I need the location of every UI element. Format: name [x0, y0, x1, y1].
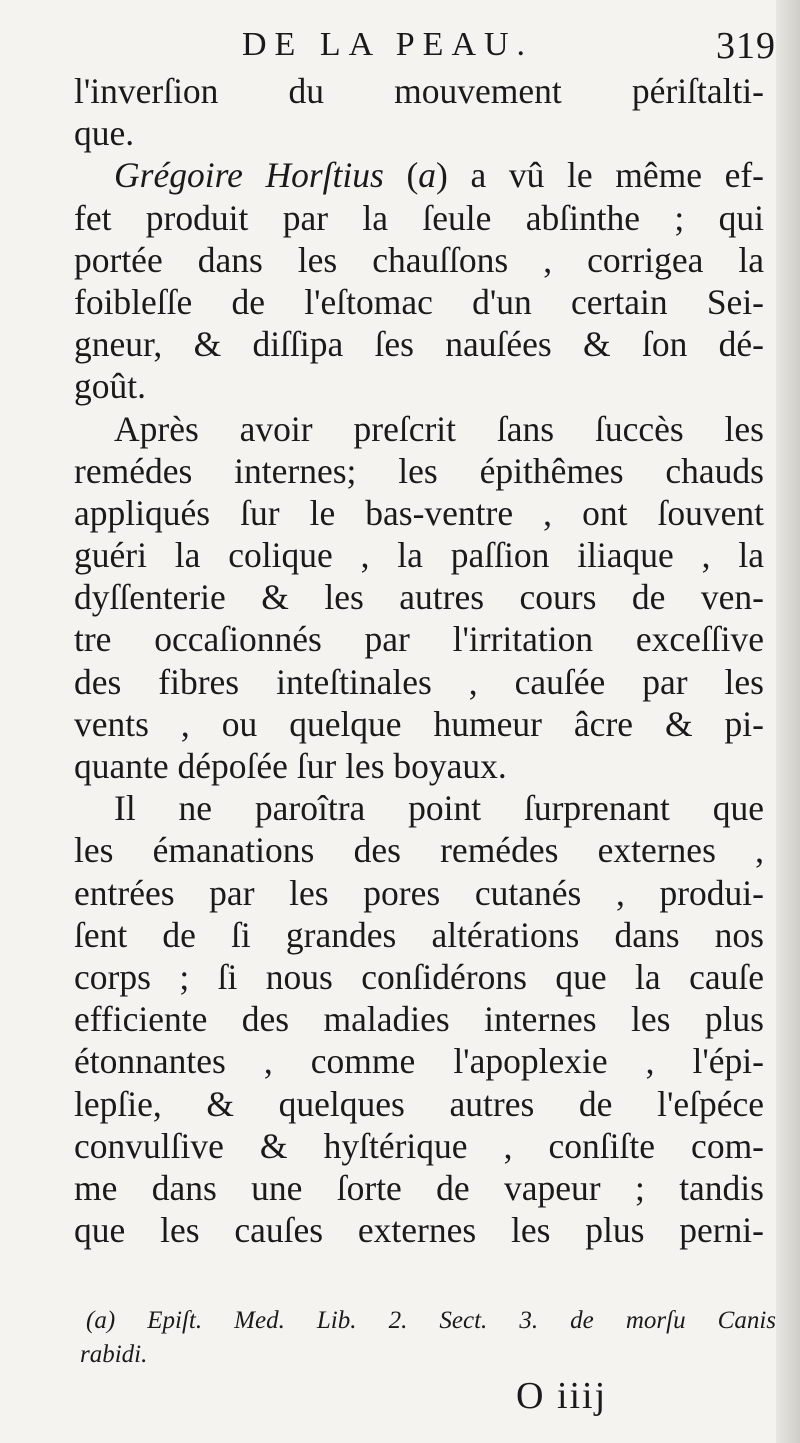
text-line: tre occaſionnés par l'irritation exceſſive — [74, 619, 764, 660]
text-line: l'inverſion du mouvement périſtalti- — [74, 71, 764, 111]
body-text — [74, 70, 764, 1251]
text-line: portée dans les chauſſons , corrigea la — [74, 239, 764, 280]
text-line: vents , ou quelque humeur âcre & pi- — [74, 703, 764, 744]
text-line: des fibres inteſtinales , cauſée par les — [74, 661, 764, 702]
text-line: Il ne paroîtra point ſurprenant que — [114, 788, 764, 829]
text-line: étonnantes , comme l'apoplexie , l'épi- — [74, 1041, 764, 1082]
text-line: fet produit par la ſeule abſinthe ; qui — [74, 197, 764, 238]
footnote-line: (a) Epiſt. Med. Lib. 2. Sect. 3. de morſu Canis — [86, 1307, 776, 1334]
running-head: DE LA PEAU. — [242, 26, 534, 63]
footnote-line: rabidi. — [80, 1341, 148, 1368]
text-line: me dans une ſorte de vapeur ; tandis — [74, 1167, 764, 1208]
text-line: lepſie, & quelques autres de l'eſpéce — [74, 1083, 764, 1124]
text-line: Grégoire Horſtius (a) a vû le même ef- — [114, 155, 764, 196]
text-line: entrées par les pores cutanés , produi- — [74, 872, 764, 913]
signature-mark: O iiij — [516, 1375, 608, 1417]
text-line: les émanations des remédes externes , — [74, 830, 764, 871]
author-name: Grégoire Horſtius — [114, 155, 384, 196]
text-line: efficiente des maladies internes les plus — [74, 999, 764, 1040]
text-line: goût. — [74, 366, 146, 407]
text-line: remédes internes; les épithêmes chauds — [74, 450, 764, 491]
text-line: gneur, & diſſipa ſes nauſées & ſon dé- — [74, 324, 764, 365]
text-line: quante dépoſée ſur les boyaux. — [74, 746, 507, 786]
text-line: corps ; ſi nous conſidérons que la cauſe — [74, 956, 764, 997]
text-line: que les cauſes externes les plus perni- — [74, 1210, 764, 1251]
text-line: ſent de ſi grandes altérations dans nos — [74, 914, 764, 955]
page-number: 319 — [716, 25, 776, 67]
text-line: guéri la colique , la paſſion iliaque , la — [74, 535, 764, 576]
text-line: dyſſenterie & les autres cours de ven- — [74, 577, 764, 618]
page-edge-shadow — [776, 0, 800, 1443]
text-line: que. — [74, 113, 135, 154]
text-line: convulſive & hyſtérique , conſiſte com- — [74, 1125, 764, 1166]
page-header — [70, 18, 776, 68]
footnote — [80, 1304, 776, 1372]
text-line: foibleſſe de l'eſtomac d'un certain Sei- — [74, 281, 764, 322]
text-line: appliqués ſur le bas-ventre , ont ſouvent — [74, 492, 764, 533]
text-line: Après avoir preſcrit ſans ſuccès les — [114, 408, 764, 449]
